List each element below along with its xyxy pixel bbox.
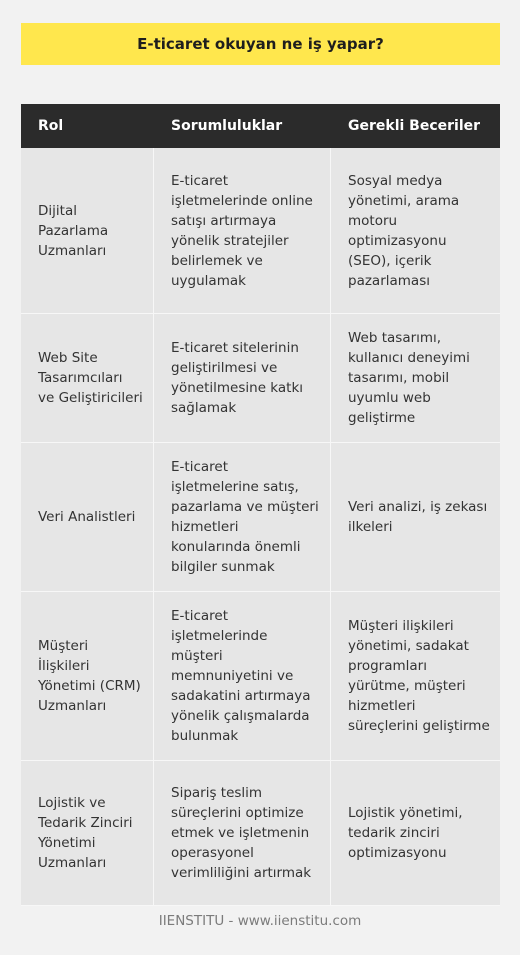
role-cell: Lojistik ve Tedarik Zinciri Yönetimi Uzmanları — [21, 761, 154, 906]
skills-cell: Müşteri ilişkileri yönetimi, sadakat programları yürütme, müşteri hizmetleri süreçlerini geliştirme — [331, 592, 500, 761]
table-row — [21, 761, 500, 906]
header-sorumluluklar: Sorumluluklar — [154, 104, 331, 148]
skills-cell: Lojistik yönetimi, tedarik zinciri optimizasyonu — [331, 761, 500, 906]
footer-credit: IIENSTITU - www.iienstitu.com — [158, 913, 362, 929]
responsibility-cell: E-ticaret işletmelerinde online satışı artırmaya yönelik stratejiler belirlemek ve uygulamak — [154, 148, 331, 314]
header-gerekli-beceriler: Gerekli Beceriler — [331, 104, 500, 148]
page-title: E-ticaret okuyan ne iş yapar? — [137, 35, 384, 53]
table-row — [21, 592, 500, 761]
skills-cell: Veri analizi, iş zekası ilkeleri — [331, 443, 500, 592]
role-cell: Dijital Pazarlama Uzmanları — [21, 148, 154, 314]
table-header-row — [21, 104, 500, 148]
role-cell: Veri Analistleri — [21, 443, 154, 592]
role-cell: Müşteri İlişkileri Yönetimi (CRM) Uzmanları — [21, 592, 154, 761]
responsibility-cell: E-ticaret sitelerinin geliştirilmesi ve yönetilmesine katkı sağlamak — [154, 314, 331, 443]
roles-table — [21, 104, 500, 906]
header-rol: Rol — [21, 104, 154, 148]
skills-cell: Web tasarımı, kullanıcı deneyimi tasarımı, mobil uyumlu web geliştirme — [331, 314, 500, 443]
table-row — [21, 314, 500, 443]
responsibility-cell: Sipariş teslim süreçlerini optimize etmek ve işletmenin operasyonel verimliliğini artırmak — [154, 761, 331, 906]
table-row — [21, 148, 500, 314]
skills-cell: Sosyal medya yönetimi, arama motoru optimizasyonu (SEO), içerik pazarlaması — [331, 148, 500, 314]
title-banner — [21, 23, 500, 65]
table-row — [21, 443, 500, 592]
responsibility-cell: E-ticaret işletmelerine satış, pazarlama ve müşteri hizmetleri konularında önemli bilgiler sunmak — [154, 443, 331, 592]
responsibility-cell: E-ticaret işletmelerinde müşteri memnuniyetini ve sadakatini artırmaya yönelik çalışmalarda bulunmak — [154, 592, 331, 761]
role-cell: Web Site Tasarımcıları ve Geliştiricileri — [21, 314, 154, 443]
